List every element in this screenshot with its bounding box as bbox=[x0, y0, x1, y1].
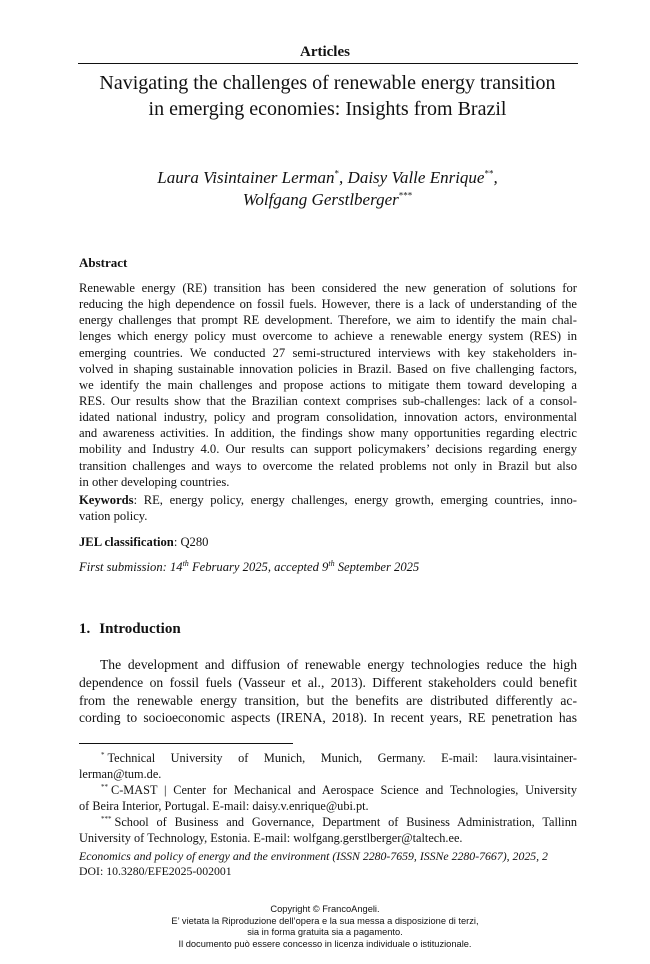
keywords-label: Keywords bbox=[79, 493, 134, 507]
abstract-line: in other developing countries. bbox=[79, 474, 230, 489]
author-name: Wolfgang Gerstlberger bbox=[242, 190, 399, 209]
ordinal-suffix: th bbox=[182, 558, 189, 568]
section-title: Introduction bbox=[99, 621, 181, 637]
author-name: Laura Visintainer Lerman bbox=[157, 168, 335, 187]
author-mark: *** bbox=[398, 190, 413, 201]
submission-dates bbox=[79, 560, 419, 575]
footnote-rule bbox=[79, 743, 293, 744]
footnote-text: Technical University of Munich, Munich, Germany. E-mail: laura.visintainer- bbox=[107, 751, 577, 765]
header-rule bbox=[78, 63, 578, 64]
abstract-line: reducing the high dependence on fossil fuels. However, there is a lack of understanding of the bbox=[79, 297, 577, 312]
abstract-line: energy challenges that prompt RE development. Therefore, we aim to identify the main chal- bbox=[79, 313, 577, 328]
abstract-line: emerging countries. We conducted 27 semi-structured interviews with key stakeholders in- bbox=[79, 345, 577, 360]
author-separator: , bbox=[493, 168, 498, 187]
copyright-line: Il documento può essere concesso in licenza individuale o istituzionale. bbox=[178, 938, 472, 949]
footnote-text: School of Business and Governance, Department of Business Administration, Tallinn bbox=[114, 815, 577, 829]
ordinal-suffix: th bbox=[328, 558, 335, 568]
title-line-1: Navigating the challenges of renewable energy transition bbox=[99, 72, 556, 94]
footnote-3-line-2: University of Technology, Estonia. E-mail: wolfgang.gerstlberger@taltech.ee. bbox=[79, 831, 463, 845]
journal-citation: Economics and policy of energy and the environment (ISSN 2280-7659, ISSNe 2280-7667), 2025, 2 bbox=[79, 849, 548, 863]
footnote-2-line-2: of Beira Interior, Portugal. E-mail: daisy.v.enrique@ubi.pt. bbox=[79, 799, 369, 813]
author-separator: , bbox=[339, 168, 348, 187]
copyright-line: Copyright © FrancoAngeli. bbox=[270, 904, 380, 914]
abstract-line: and awareness activities. In addition, the findings show many opportunities regarding electric bbox=[79, 426, 577, 441]
abstract-body bbox=[79, 280, 577, 490]
abstract-line: volved in shaping sustainable innovation policies in Brazil. Based on five challenging factors, bbox=[79, 361, 577, 376]
intro-line: from the renewable energy transition, but the benefits are distributed differently ac- bbox=[79, 692, 577, 708]
section-label: Articles bbox=[300, 44, 350, 60]
abstract-line: mobility and Industry 4.0. Our results can support policymakers’ decisions regarding energy bbox=[79, 442, 577, 457]
submission-text: September 2025 bbox=[334, 560, 420, 574]
author-name: Daisy Valle Enrique bbox=[347, 168, 485, 187]
authors-line-2 bbox=[60, 189, 595, 211]
jel-classification bbox=[79, 534, 577, 550]
abstract-line: RES. Our results show that the Brazilian context comprises sub-challenges: lack of a consol- bbox=[79, 393, 577, 408]
footnotes bbox=[79, 750, 577, 846]
copyright-line: E’ vietata la Riproduzione dell’opera e la sua messa a disposizione di terzi, bbox=[171, 915, 479, 926]
keywords-line-2: vation policy. bbox=[79, 509, 148, 524]
footnote-3-line-1 bbox=[79, 814, 577, 830]
submission-text: First submission: 14 bbox=[79, 560, 183, 574]
abstract-line: lenges which energy policy must overcome to achieve a renewable energy system (RES) in bbox=[79, 329, 577, 344]
keywords-line-1 bbox=[79, 492, 577, 508]
intro-line: cording to socioeconomic aspects (IRENA, 2018). In recent years, RE penetration has bbox=[79, 710, 577, 726]
abstract-line: idated national industry, policy and program consolidation, innovation actors, environmental bbox=[79, 410, 577, 425]
footnote-2-line-1 bbox=[79, 782, 577, 798]
footnote-1-line-2: lerman@tum.de. bbox=[79, 767, 162, 781]
copyright-line: sia in forma gratuita sia a pagamento. bbox=[247, 927, 403, 938]
abstract-line: Renewable energy (RE) transition has been considered the new generation of solutions for bbox=[79, 281, 577, 295]
author-mark: * bbox=[334, 168, 340, 179]
authors-line-1 bbox=[60, 167, 595, 189]
keywords bbox=[79, 492, 577, 524]
abstract-heading: Abstract bbox=[79, 255, 128, 270]
introduction-heading bbox=[79, 621, 181, 638]
submission-text: February 2025, accepted 9 bbox=[188, 560, 329, 574]
jel-line bbox=[79, 534, 577, 550]
footnote-text: C-MAST | Center for Mechanical and Aerospace Science and Technologies, University bbox=[111, 783, 577, 797]
doi: DOI: 10.3280/EFE2025-002001 bbox=[79, 864, 232, 878]
footnote-mark: * bbox=[101, 750, 105, 759]
paper-title bbox=[60, 70, 595, 122]
footnote-mark: ** bbox=[101, 782, 108, 791]
author-mark: ** bbox=[484, 168, 494, 179]
footnote-1-line-1 bbox=[79, 750, 577, 766]
keywords-text: : RE, energy policy, energy challenges, energy growth, emerging countries, inno- bbox=[133, 493, 577, 507]
intro-line: The development and diffusion of renewable energy technologies reduce the high bbox=[100, 657, 577, 672]
intro-line: dependence on fossil fuels (Vasseur et al., 2013). Different stakeholders could benefit bbox=[79, 674, 577, 690]
abstract-line: we identify the main challenges and propose actions to mitigate them toward developing a bbox=[79, 377, 577, 392]
jel-value: : Q280 bbox=[173, 535, 209, 549]
abstract-line: transition challenges and ways to overcome the related problems not only in Brazil but also bbox=[79, 458, 577, 473]
copyright-notice bbox=[0, 904, 650, 950]
author-list bbox=[60, 167, 595, 211]
jel-label: JEL classification bbox=[79, 535, 174, 549]
title-line-2: in emerging economies: Insights from Brazil bbox=[148, 98, 507, 120]
introduction-body bbox=[79, 656, 577, 727]
section-number: 1. bbox=[79, 621, 91, 637]
footnote-mark: *** bbox=[101, 814, 112, 823]
